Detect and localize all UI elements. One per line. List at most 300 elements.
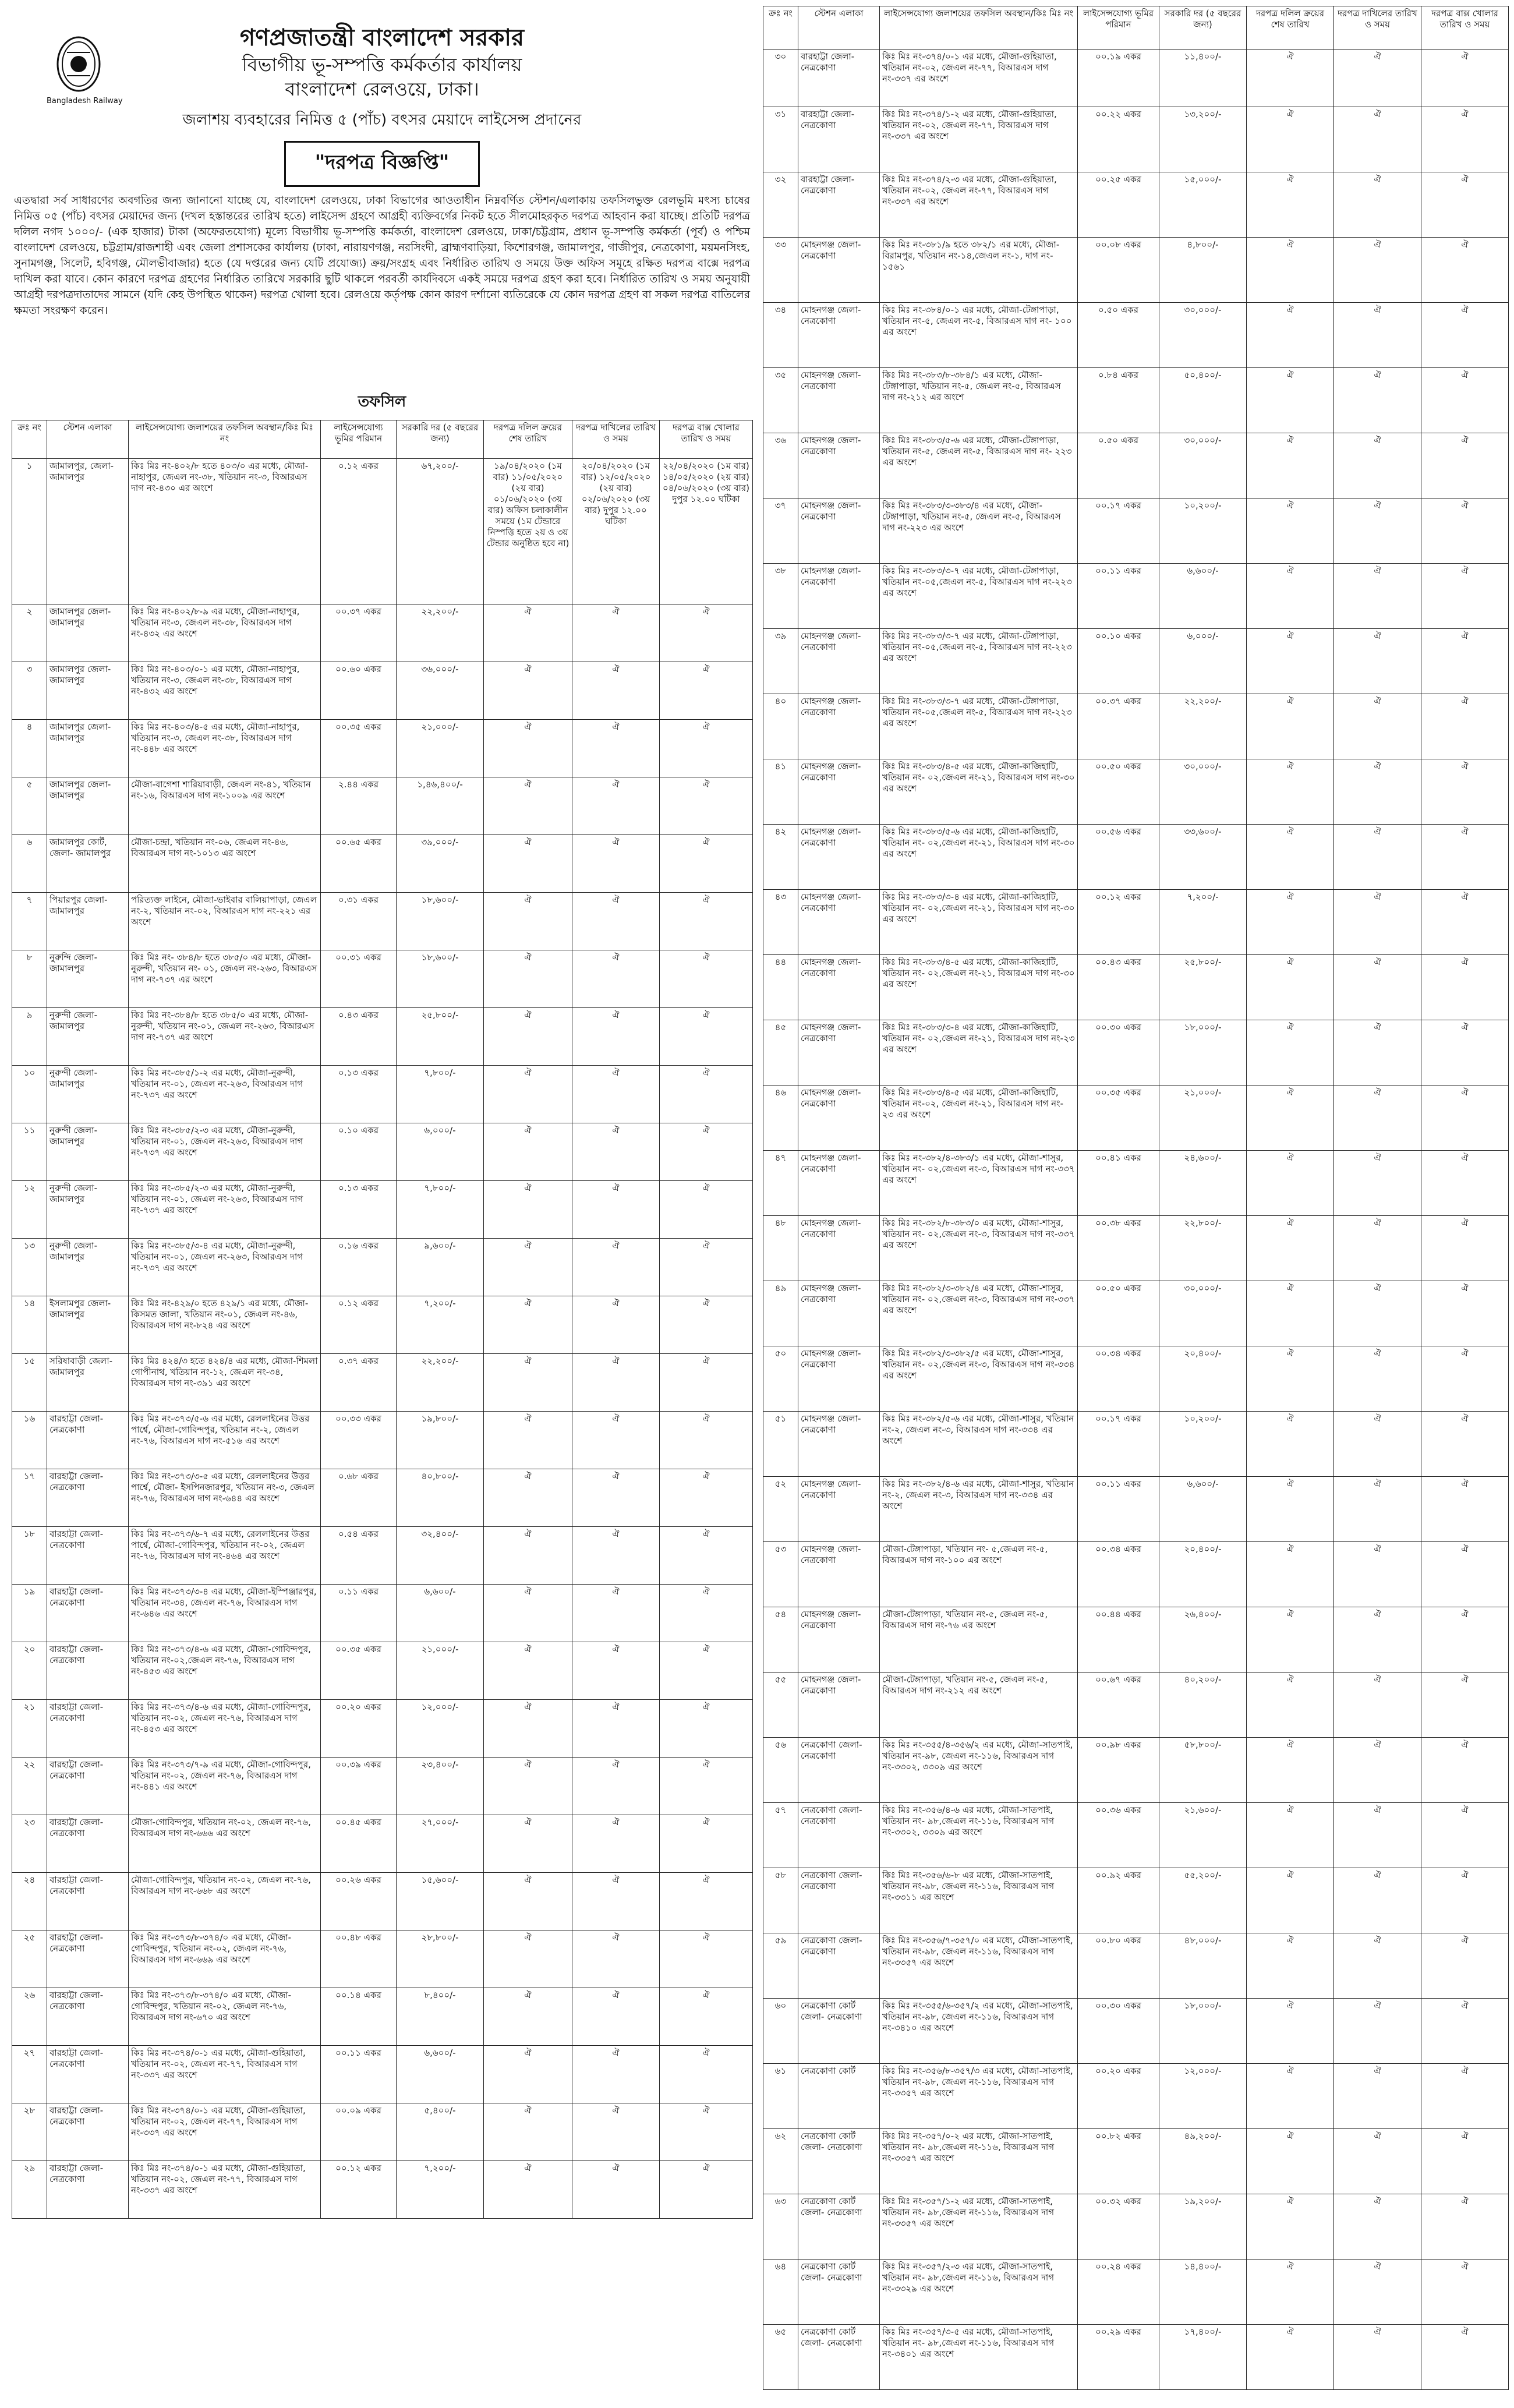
notice-subject: জলাশয় ব্যবহারের নিমিত্ত ৫ (পাঁচ) বৎসর মেয়াদে লাইসেন্স প্রদানের: [182, 111, 582, 129]
row-open-date: ঐ: [660, 1354, 753, 1412]
row-area: ০.১২ একর: [321, 459, 397, 604]
row-serial: ৫: [12, 777, 47, 835]
row-description: কিঃ মিঃ নং-৩৮৩/৩-৪ এর মধ্যে, মৌজা-কাজিহাটি, খতিয়ান নং- ০২,জেএল নং-২১, বিআরএস দাগ নং-২৩ এর অংশে: [880, 1020, 1078, 1085]
row-station: মোহনগঞ্জ জেলা- নেত্রকোণা: [798, 238, 880, 303]
row-description: কিঃ মিঃ নং-৩৫৭/৩-৫ এর মধ্যে, মৌজা-সাতপাই, খতিয়ান নং- ৯৮,জেএল নং-১১৬, বিআরএস দাগ নং-৩৪০১ এর অংশে: [880, 2325, 1078, 2390]
row-description: কিঃ মিঃ নং-৩৭৪/০-১ এর মধ্যে, মৌজা-গুহিয়াতা, খতিয়ান নং-০২, জেএল নং-৭৭, বিআরএস দাগ নং-৩৩৭ এর অংশে: [880, 49, 1078, 107]
logo-caption: Bangladesh Railway: [47, 97, 123, 105]
row-serial: ১২: [12, 1181, 47, 1239]
row-submit-date: ঐ: [1334, 1933, 1421, 1999]
table-row: [763, 2260, 1509, 2325]
table-row: [763, 498, 1509, 564]
row-area: ০০.৩১ একর: [321, 950, 397, 1008]
table-row: [12, 1988, 753, 2046]
row-submit-date: ঐ: [1334, 825, 1421, 890]
row-serial: ৫৩: [763, 1542, 798, 1607]
row-rate: ১২,০০০/-: [397, 1700, 484, 1758]
row-rate: ১১,৪০০/-: [1159, 49, 1247, 107]
row-station: নেত্রকোণা জেলা- নেত্রকোণা: [798, 1803, 880, 1868]
row-buy-date: ঐ: [1247, 825, 1334, 890]
table-row: [763, 49, 1509, 107]
row-serial: ৫৪: [763, 1607, 798, 1672]
row-serial: ৪৫: [763, 1020, 798, 1085]
row-station: বারহাট্টা জেলা- নেত্রকোণা: [47, 1873, 129, 1930]
row-buy-date: ১৯/০৪/২০২০ (১ম বার) ১১/০৫/২০২০ (২য় বার) ০১/০৬/২০২০ (৩য় বার) অফিস চলাকালীন সময়ে (১ম টেন্ডারে নিস্পত্তি হতে ২য় ও ৩য় টেন্ডার অনুষ্ঠিত হবে না): [484, 459, 572, 604]
table-row: [12, 720, 753, 777]
row-area: ০.৮৪ একর: [1078, 368, 1159, 433]
row-submit-date: ঐ: [572, 1758, 660, 1815]
row-open-date: ঐ: [660, 1412, 753, 1469]
row-description: কিঃ মিঃ নং-৪০৩/৪-৫ এর মধ্যে, মৌজা-নাহাপুর, খতিয়ান নং-৩, জেএল নং-৩৮, বিআরএস দাগ নং-৪৪৮ এর অংশে: [129, 720, 321, 777]
left-column: [12, 6, 752, 2219]
row-serial: ৩৬: [763, 433, 798, 498]
row-station: বারহাট্টা জেলা- নেত্রকোণা: [47, 1642, 129, 1700]
table-row: [763, 1085, 1509, 1151]
row-submit-date: ঐ: [572, 777, 660, 835]
row-description: কিঃ মিঃ নং-৩৭৩/৪-৬ এর মধ্যে, মৌজা-গোবিন্দপুর, খতিয়ান নং-০২, জেএল নং-৭৬, বিআরএস দাগ নং-৪৫৩ এর অংশে: [129, 1700, 321, 1758]
table-row: [763, 1738, 1509, 1803]
row-buy-date: ঐ: [1247, 1542, 1334, 1607]
row-open-date: ঐ: [660, 2046, 753, 2103]
row-buy-date: ঐ: [484, 604, 572, 662]
row-description: কিঃ মিঃ নং-৩৮২/৪-৬ এর মধ্যে, মৌজা-শাসুর, খতিয়ান নং-২, জেএল নং-৩, বিআরএস দাগ নং-৩৩৪ এর অংশে: [880, 1477, 1078, 1542]
row-description: মৌজা-টেঙ্গাপাড়া, খতিয়ান নং-৫, জেএল নং-৫, বিআরএস দাগ নং-২১২ এর অংশে: [880, 1672, 1078, 1738]
col-station: স্টেশন এলাকা: [798, 6, 880, 49]
row-submit-date: ঐ: [572, 950, 660, 1008]
row-serial: ৩৫: [763, 368, 798, 433]
row-station: মোহনগঞ্জ জেলা- নেত্রকোণা: [798, 1346, 880, 1412]
row-open-date: ঐ: [660, 662, 753, 720]
row-serial: ৬০: [763, 1999, 798, 2064]
row-open-date: ঐ: [1421, 2194, 1509, 2260]
row-station: নেত্রকোণা জেলা- নেত্রকোণা: [798, 1738, 880, 1803]
row-station: জামালপুর জেলা- জামালপুর: [47, 720, 129, 777]
row-open-date: ঐ: [1421, 1868, 1509, 1933]
row-serial: ৬২: [763, 2129, 798, 2194]
row-area: ০০.৫০ একর: [1078, 1281, 1159, 1346]
row-serial: ৫০: [763, 1346, 798, 1412]
row-submit-date: ঐ: [1334, 1999, 1421, 2064]
row-rate: ১,৪৬,৪০০/-: [397, 777, 484, 835]
row-rate: ৫৫,২০০/-: [1159, 1868, 1247, 1933]
row-submit-date: ঐ: [572, 1469, 660, 1527]
row-open-date: ঐ: [1421, 368, 1509, 433]
table-row: [763, 1020, 1509, 1085]
row-description: কিঃ মিঃ নং-৩৮৩/৪-৫ এর মধ্যে, মৌজা-কাজিহাটি, খতিয়ান নং-০২, জেএল নং-২১, বিআরএস দাগ নং- ২৩ এর অংশে: [880, 1085, 1078, 1151]
row-station: মোহনগঞ্জ জেলা- নেত্রকোণা: [798, 1151, 880, 1216]
row-area: ০.১৩ একর: [321, 1181, 397, 1239]
row-open-date: ঐ: [1421, 1412, 1509, 1477]
row-description: কিঃ মিঃ নং-৩৭৩/৩-৪ এর মধ্যে, মৌজা-ইস্পিঞ্জারপুর, খতিয়ান নং-৩৪, জেএল নং-৭৬, বিআরএস দাগ নং-৬৪৬ এর অংশে: [129, 1585, 321, 1642]
row-serial: ৪১: [763, 759, 798, 825]
row-area: ০.১৬ একর: [321, 1239, 397, 1296]
row-area: ০০.৩৭ একর: [1078, 694, 1159, 759]
row-area: ০০.৩০ একর: [1078, 1020, 1159, 1085]
row-buy-date: ঐ: [484, 1642, 572, 1700]
row-open-date: ঐ: [1421, 1085, 1509, 1151]
row-description: কিঃ মিঃ নং-৩৮৩/৩-৭ এর মধ্যে, মৌজা-টেঙ্গাপাড়া, খতিয়ান নং-০৫,জেএল নং-৫, বিআরএস দাগ নং-২২৩ এর অংশে: [880, 694, 1078, 759]
row-submit-date: ঐ: [1334, 564, 1421, 629]
row-description: কিঃ মিঃ নং-৩৮২/৪-৩৮৩/১ এর মধ্যে, মৌজা-শাসুর, খতিয়ান নং- ০২,জেএল নং-৩, বিআরএস দাগ নং-৩৩৭ এর অংশে: [880, 1151, 1078, 1216]
row-buy-date: ঐ: [484, 1181, 572, 1239]
row-open-date: ঐ: [1421, 172, 1509, 238]
row-submit-date: ঐ: [1334, 1542, 1421, 1607]
row-station: নেত্রকোণা কোর্ট জেলা- নেত্রকোণা: [798, 2194, 880, 2260]
row-serial: ৯: [12, 1008, 47, 1066]
row-serial: ৪২: [763, 825, 798, 890]
row-rate: ১৫,৬০০/-: [397, 1873, 484, 1930]
row-description: কিঃ মিঃ নং-৩৮২/৩-৩৮২/৫ এর মধ্যে, মৌজা-শাসুর, খতিয়ান নং- ০২,জেএল নং-৩, বিআরএস দাগ নং-৩৩৪ এর অংশে: [880, 1346, 1078, 1412]
row-station: মোহনগঞ্জ জেলা- নেত্রকোণা: [798, 498, 880, 564]
row-open-date: ঐ: [1421, 49, 1509, 107]
row-submit-date: ঐ: [572, 662, 660, 720]
row-station: মোহনগঞ্জ জেলা- নেত্রকোণা: [798, 1607, 880, 1672]
notice-title-box: [12, 141, 752, 187]
row-description: কিঃ মিঃ নং-৩৭৪/২-৩ এর মধ্যে, মৌজা-গুহিয়াতা, খতিয়ান নং-০২, জেএল নং-৭৭, বিআরএস দাগ নং-৩৩৭ এর অংশে: [880, 172, 1078, 238]
row-area: ০০.৯৮ একর: [1078, 1738, 1159, 1803]
row-open-date: ঐ: [1421, 1216, 1509, 1281]
row-rate: ৩৬,০০০/-: [397, 662, 484, 720]
row-serial: ২৮: [12, 2103, 47, 2161]
row-station: মোহনগঞ্জ জেলা- নেত্রকোণা: [798, 1216, 880, 1281]
row-submit-date: ঐ: [572, 1296, 660, 1354]
row-area: ০.৩৭ একর: [321, 1354, 397, 1412]
row-rate: ৮,৪০০/-: [397, 1988, 484, 2046]
row-rate: ৩০,০০০/-: [1159, 433, 1247, 498]
row-description: কিঃ মিঃ নং-৩৮২/৫-৬ এর মধ্যে, মৌজা-শাসুর, খতিয়ান নং-২, জেএল নং-৩, বিআরএস দাগ নং-৩৩৪ এর অংশে: [880, 1412, 1078, 1477]
row-open-date: ঐ: [1421, 1020, 1509, 1085]
col-rate: সরকারি দর (৫ বছরের জন্য): [1159, 6, 1247, 49]
row-serial: ৪৯: [763, 1281, 798, 1346]
row-rate: ৬,০০০/-: [397, 1123, 484, 1181]
row-area: ০০.৩৪ একর: [1078, 1542, 1159, 1607]
row-rate: ১৮,০০০/-: [1159, 1999, 1247, 2064]
col-submit-date: দরপত্র দাখিলের তারিখ ও সময়: [1334, 6, 1421, 49]
table-row: [763, 955, 1509, 1020]
row-serial: ৬: [12, 835, 47, 893]
row-open-date: ঐ: [660, 2161, 753, 2219]
row-buy-date: ঐ: [484, 1469, 572, 1527]
row-open-date: ঐ: [660, 2103, 753, 2161]
row-rate: ১৮,০০০/-: [1159, 1020, 1247, 1085]
row-area: ০০.৪১ একর: [1078, 1151, 1159, 1216]
row-buy-date: ঐ: [484, 835, 572, 893]
row-area: ০০.৯২ একর: [1078, 1868, 1159, 1933]
row-submit-date: ঐ: [1334, 498, 1421, 564]
row-serial: ৩৩: [763, 238, 798, 303]
row-buy-date: ঐ: [1247, 629, 1334, 694]
row-rate: ২৫,৮০০/-: [397, 1008, 484, 1066]
row-serial: ৩৪: [763, 303, 798, 368]
table-row: [12, 604, 753, 662]
row-area: ০০.৩৯ একর: [321, 1758, 397, 1815]
table-row: [763, 759, 1509, 825]
table-row: [12, 777, 753, 835]
table-row: [763, 433, 1509, 498]
row-buy-date: ঐ: [1247, 1020, 1334, 1085]
row-description: কিঃ মিঃ নং-৩৮৩/৮-৩৮৪/১ এর মধ্যে, মৌজা-টেঙ্গাপাড়া, খতিয়ান নং-৫, জেএল নং-৫, বিআরএস দাগ নং-২১২ এর অংশে: [880, 368, 1078, 433]
row-station: মোহনগঞ্জ জেলা- নেত্রকোণা: [798, 1085, 880, 1151]
row-rate: ২১,৬০০/-: [1159, 1803, 1247, 1868]
row-rate: ১৫,০০০/-: [1159, 172, 1247, 238]
row-description: কিঃ মিঃ নং-৩৫৬/৬-৮ এর মধ্যে, মৌজা-সাতপাই, খতিয়ান নং-৯৮, জেএল নং-১১৬, বিআরএস দাগ নং-৩৩১১ এর অংশে: [880, 1868, 1078, 1933]
row-open-date: ঐ: [660, 835, 753, 893]
row-description: মৌজা-গোবিন্দপুর, খতিয়ান নং-০২, জেএল নং-৭৬, বিআরএস দাগ নং-৬৬৮ এর অংশে: [129, 1873, 321, 1930]
row-buy-date: ঐ: [1247, 564, 1334, 629]
row-area: ০.১২ একর: [321, 1296, 397, 1354]
row-area: ০.৩১ একর: [321, 893, 397, 950]
row-rate: ৫৮,৮০০/-: [1159, 1738, 1247, 1803]
row-area: ০০.২০ একর: [321, 1700, 397, 1758]
col-open-date: দরপত্র বাক্স খোলার তারিখ ও সময়: [1421, 6, 1509, 49]
row-description: কিঃ মিঃ নং-৩৮২/৮-৩৮৩/০ এর মধ্যে, মৌজা-শাসুর, খতিয়ান নং- ০২,জেএল নং-৩, বিআরএস দাগ নং-৩৩৭ এর অংশে: [880, 1216, 1078, 1281]
row-area: ০০.৪৮ একর: [321, 1930, 397, 1988]
row-buy-date: ঐ: [484, 1008, 572, 1066]
row-open-date: ঐ: [1421, 564, 1509, 629]
row-submit-date: ঐ: [572, 1527, 660, 1585]
row-description: কিঃ মিঃ নং-৪০২/৮-৯ এর মধ্যে, মৌজা-নাহাপুর, খতিয়ান নং-৩, জেএল নং-৩৮, বিআরএস দাগ নং-৪৩২ এর অংশে: [129, 604, 321, 662]
table-row: [763, 629, 1509, 694]
row-station: বারহাট্টা জেলা- নেত্রকোণা: [47, 1412, 129, 1469]
row-description: কিঃ মিঃ নং-৩৭৩/৩-৫ এর মধ্যে, রেললাইনের উত্তর পার্শ্বে, মৌজা- ইসপিনজারপুর, খতিয়ান নং-৩, জেএল নং-৭৬, বিআরএস দাগ নং-৬৪৪ এর অংশে: [129, 1469, 321, 1527]
row-submit-date: ঐ: [572, 1066, 660, 1123]
row-rate: ৭,২০০/-: [1159, 890, 1247, 955]
notice-header: [12, 6, 752, 132]
row-submit-date: ঐ: [1334, 1346, 1421, 1412]
row-submit-date: ঐ: [1334, 890, 1421, 955]
row-open-date: ঐ: [660, 604, 753, 662]
table-row: [12, 1354, 753, 1412]
row-buy-date: ঐ: [484, 893, 572, 950]
row-area: ০.১৩ একর: [321, 1066, 397, 1123]
table-row: [763, 825, 1509, 890]
row-serial: ৫৬: [763, 1738, 798, 1803]
row-serial: ২৭: [12, 2046, 47, 2103]
row-rate: ৬,৬০০/-: [1159, 1477, 1247, 1542]
row-area: ০০.৩০ একর: [1078, 1999, 1159, 2064]
row-rate: ১২,০০০/-: [1159, 2064, 1247, 2129]
row-submit-date: ঐ: [1334, 759, 1421, 825]
row-submit-date: ঐ: [1334, 629, 1421, 694]
row-serial: ৬৩: [763, 2194, 798, 2260]
row-station: বারহাট্টা জেলা- নেত্রকোণা: [47, 2103, 129, 2161]
row-serial: ১৮: [12, 1527, 47, 1585]
row-serial: ৩৯: [763, 629, 798, 694]
row-submit-date: ঐ: [1334, 1281, 1421, 1346]
row-station: নেত্রকোণা কোর্ট: [798, 2064, 880, 2129]
left-table-body: [12, 459, 753, 2219]
row-description: কিঃ মিঃ নং-৩৮১/৯ হতে ৩৮২/১ এর মধ্যে, মৌজা-বিরামপুর, খতিয়ান নং-১৪,জেএল নং-১, দাগ নং- ১৫৬১: [880, 238, 1078, 303]
row-description: কিঃ মিঃ নং-৩৭৪/১-২ এর মধ্যে, মৌজা-গুহিয়াতা, খতিয়ান নং-০২, জেএল নং-৭৭, বিআরএস দাগ নং-৩৩৭ এর অংশে: [880, 107, 1078, 172]
row-area: ০.১০ একর: [321, 1123, 397, 1181]
row-area: ০.৫৪ একর: [321, 1527, 397, 1585]
row-buy-date: ঐ: [484, 1815, 572, 1873]
table-row: [12, 1758, 753, 1815]
row-rate: ১০,২০০/-: [1159, 1412, 1247, 1477]
right-table-body: [763, 49, 1509, 2390]
row-serial: ৪৩: [763, 890, 798, 955]
col-description: লাইসেন্সযোগ্য জলাশয়ের তফসিল অবস্থান/কিঃ মিঃ নং: [880, 6, 1078, 49]
table-row: [12, 2046, 753, 2103]
row-description: কিঃ মিঃ নং-৩৭৩/৮-৩৭৪/০ এর মধ্যে, মৌজা-গোবিন্দপুর, খতিয়ান নং-০২, জেএল নং-৭৬, বিআরএস দাগ নং-৬৬৯ এর অংশে: [129, 1930, 321, 1988]
row-serial: ৮: [12, 950, 47, 1008]
row-station: পিয়ারপুর জেলা- জামালপুর: [47, 893, 129, 950]
row-open-date: ঐ: [1421, 303, 1509, 368]
row-station: মোহনগঞ্জ জেলা- নেত্রকোণা: [798, 1477, 880, 1542]
row-rate: ৪৮,০০০/-: [1159, 1933, 1247, 1999]
row-station: বারহাট্টা জেলা- নেত্রকোণা: [47, 2046, 129, 2103]
row-open-date: ঐ: [660, 1585, 753, 1642]
row-station: বারহাট্টা জেলা- নেত্রকোণা: [47, 2161, 129, 2219]
row-rate: ১৯,৮০০/-: [397, 1412, 484, 1469]
row-description: কিঃ মিঃ নং-৩৭৪/০-১ এর মধ্যে, মৌজা-গুহিয়াতা, খতিয়ান নং-০২, জেএল নং-৭৭, বিআরএস দাগ নং-৩৩৭ এর অংশে: [129, 2161, 321, 2219]
row-submit-date: ঐ: [1334, 1085, 1421, 1151]
row-serial: ৭: [12, 893, 47, 950]
row-submit-date: ঐ: [1334, 2325, 1421, 2390]
row-area: ০০.০৯ একর: [321, 2103, 397, 2161]
table-row: [12, 2161, 753, 2219]
row-rate: ২২,২০০/-: [397, 604, 484, 662]
row-submit-date: ঐ: [1334, 694, 1421, 759]
row-rate: ৫০,৪০০/-: [1159, 368, 1247, 433]
row-station: জামালপুর জেলা- জামালপুর: [47, 604, 129, 662]
row-open-date: ঐ: [1421, 1281, 1509, 1346]
row-station: মোহনগঞ্জ জেলা- নেত্রকোণা: [798, 303, 880, 368]
row-submit-date: ঐ: [572, 2161, 660, 2219]
row-buy-date: ঐ: [1247, 433, 1334, 498]
table-row: [763, 1803, 1509, 1868]
table-row: [12, 1469, 753, 1527]
row-submit-date: ঐ: [572, 604, 660, 662]
row-station: নেত্রকোণা কোর্ট জেলা- নেত্রকোণা: [798, 1999, 880, 2064]
row-submit-date: ঐ: [1334, 1412, 1421, 1477]
row-description: মৌজা-টেঙ্গাপাড়া, খতিয়ান নং-৫, জেএল নং-৫, বিআরএস দাগ নং-৭৬ এর অংশে: [880, 1607, 1078, 1672]
row-submit-date: ঐ: [1334, 368, 1421, 433]
row-serial: ৪০: [763, 694, 798, 759]
row-area: ০০.৩৫ একর: [321, 1642, 397, 1700]
row-area: ০০.৩২ একর: [1078, 2194, 1159, 2260]
row-submit-date: ঐ: [1334, 1151, 1421, 1216]
table-row: [12, 1700, 753, 1758]
row-buy-date: ঐ: [484, 1930, 572, 1988]
row-serial: ৩২: [763, 172, 798, 238]
row-description: কিঃ মিঃ নং-৩৮৪/৮ হতে ৩৮৫/০ এর মধ্যে, মৌজা-নুরুন্দী, খতিয়ান নং-০১, জেএল নং-২৬৩, বিআরএস দাগ নং-৭৩৭ এর অংশে: [129, 1008, 321, 1066]
row-open-date: ঐ: [660, 1296, 753, 1354]
row-serial: ১৭: [12, 1469, 47, 1527]
table-row: [12, 1527, 753, 1585]
row-station: জামালপুর কোর্ট, জেলা- জামালপুর: [47, 835, 129, 893]
row-area: ২.৪৪ একর: [321, 777, 397, 835]
row-area: ০০.৬৫ একর: [321, 835, 397, 893]
schedule-table-right: [763, 6, 1509, 2390]
row-serial: ৪: [12, 720, 47, 777]
row-serial: ১৬: [12, 1412, 47, 1469]
row-serial: ১১: [12, 1123, 47, 1181]
row-buy-date: ঐ: [1247, 303, 1334, 368]
row-station: জামালপুর, জেলা- জামালপুর: [47, 459, 129, 604]
row-rate: ৬,৬০০/-: [397, 2046, 484, 2103]
row-open-date: ঐ: [1421, 1542, 1509, 1607]
row-open-date: ২২/০৪/২০২০ (১ম বার) ১৪/০৫/২০২০ (২য় বার) ০৪/০৬/২০২০ (৩য় বার) দুপুর ১২.০০ ঘটিকা: [660, 459, 753, 604]
row-description: কিঃ মিঃ নং-৩৫৬/৮-৩৫৭/৩ এর মধ্যে, মৌজা-সাতপাই, খতিয়ান নং-৯৮, জেএল নং-১১৬, বিআরএস দাগ নং-৩৩৫৭ এর অংশে: [880, 2064, 1078, 2129]
row-buy-date: ঐ: [484, 1873, 572, 1930]
row-area: ০০.৪৪ একর: [1078, 1607, 1159, 1672]
row-area: ০০.২৫ একর: [1078, 172, 1159, 238]
row-description: কিঃ মিঃ নং-৩৭৩/৭-৯ এর মধ্যে, মৌজা-গোবিন্দপুর, খতিয়ান নং-০২, জেএল নং-৭৬, বিআরএস দাগ নং-৪৪১ এর অংশে: [129, 1758, 321, 1815]
row-submit-date: ঐ: [572, 1181, 660, 1239]
row-area: ০০.১৭ একর: [1078, 1412, 1159, 1477]
row-rate: ২৫,৮০০/-: [1159, 955, 1247, 1020]
table-row: [12, 1008, 753, 1066]
row-description: কিঃ মিঃ নং-৩৫৬/৭-৩৫৭/০ এর মধ্যে, মৌজা-সাতপাই, খতিয়ান নং-৯৮, জেএল নং-১১৬, বিআরএস দাগ নং-৩৩৫৭ এর অংশে: [880, 1933, 1078, 1999]
row-submit-date: ঐ: [1334, 303, 1421, 368]
row-buy-date: ঐ: [1247, 1216, 1334, 1281]
row-submit-date: ঐ: [572, 1873, 660, 1930]
row-rate: ৬৭,২০০/-: [397, 459, 484, 604]
row-open-date: ঐ: [660, 1642, 753, 1700]
row-station: নেত্রকোণা কোর্ট জেলা- নেত্রকোণা: [798, 2260, 880, 2325]
table-row: [763, 303, 1509, 368]
row-area: ০০.২৯ একর: [1078, 2325, 1159, 2390]
table-row: [12, 1123, 753, 1181]
row-serial: ৪৭: [763, 1151, 798, 1216]
table-row: [763, 368, 1509, 433]
row-serial: ৬৫: [763, 2325, 798, 2390]
row-buy-date: ঐ: [484, 1758, 572, 1815]
row-rate: ২১,০০০/-: [397, 1642, 484, 1700]
row-station: নুরুন্দী জেলা- জামালপুর: [47, 1008, 129, 1066]
row-buy-date: ঐ: [1247, 2260, 1334, 2325]
row-open-date: ঐ: [660, 720, 753, 777]
row-serial: ১৪: [12, 1296, 47, 1354]
col-open-date: দরপত্র বাক্স খোলার তারিখ ও সময়: [660, 420, 753, 459]
table-row: [12, 1181, 753, 1239]
intro-paragraph: এতদ্বারা সর্ব সাধারণের অবগতির জন্য জানানো যাচ্ছে যে, বাংলাদেশ রেলওয়ে, ঢাকা বিভাগের আওতাধীন নিম্নবর্ণিত স্টেশন/এলাকায় তফসিলভুক্ত রেলভূমি মৎস্য চাষের নিমিত্ত ০৫ (পাঁচ) বৎসর মেয়াদের জন্য (দখল হস্তান্তরের তারিখ হতে) লাইসেন্স গ্রহণে আগ্রহী ব্যক্তিবর্গের নিকট হতে সীলমোহরকৃত দরপত্র আহবান করা যাচ্ছে। প্রতিটি দরপত্র দলিল নগদ ১০০০/- (এক হাজার) টাকা (অফেরতযোগ্য) মূল্যে বিভাগীয় ভূ-সম্পত্তি কর্মকর্তা, বাংলাদেশ রেলওয়ে, ঢাকা/চট্টগ্রাম, প্রধান ভূ-সম্পত্তি কর্মকর্তা (পূর্ব) ও পশ্চিম বাংলাদেশ রেলওয়ে, চট্টগ্রাম/রাজশাহী এবং জেলা প্রশাসকের কার্যালয় (ঢাকা, নারায়ণগঞ্জ, নরসিংদী, ব্রাহ্মণবাড়িয়া, কিশোরগঞ্জ, জামালপুর, গাজীপুর, নেত্রকোণা, ময়মনসিংহ, সুনামগঞ্জ, সিলেট, হবিগঞ্জ, মৌলভীবাজার) হতে (যে দপ্তরের জন্য যেটি প্রযোজ্য) ক্রয়/সংগ্রহ এবং নির্ধারিত তারিখ ও সময়ে উক্ত অফিস সমূহে রক্ষিত দরপত্র বাক্সে দরপত্র দাখিল করা যাবে। কোন কারণে দরপত্র গ্রহণের নির্ধারিত তারিখে সরকারি ছুটি থাকলে পরবর্তী কার্যদিবসে একই সময়ে দরপত্র গ্রহণ করা হবে। নির্ধারিত তারিখ ও সময় অনুযায়ী আগ্রহী দরপত্রদাতাদের সামনে (যদি কেহ উপস্থিত থাকেন) দরপত্র খোলা হবে। রেলওয়ে কর্তৃপক্ষ কোন কারণ দর্শানো ব্যতিরেকে যে কোন দরপত্র গ্রহণ বা সকল দরপত্র বাতিলের ক্ষমতা সংরক্ষণ করেন।: [14, 195, 750, 317]
row-station: বারহাট্টা জেলা- নেত্রকোণা: [47, 1585, 129, 1642]
table-row: [763, 890, 1509, 955]
row-area: ০.৫০ একর: [1078, 303, 1159, 368]
row-open-date: ঐ: [660, 1873, 753, 1930]
row-rate: ৭,২০০/-: [397, 1296, 484, 1354]
row-area: ০.৬৮ একর: [321, 1469, 397, 1527]
row-rate: ৫,৪০০/-: [397, 2103, 484, 2161]
table-row: [763, 694, 1509, 759]
row-open-date: ঐ: [660, 1988, 753, 2046]
row-area: ০০.২২ একর: [1078, 107, 1159, 172]
col-serial: ক্রঃ নং: [12, 420, 47, 459]
row-open-date: ঐ: [1421, 2260, 1509, 2325]
row-buy-date: ঐ: [1247, 890, 1334, 955]
row-open-date: ঐ: [1421, 955, 1509, 1020]
row-buy-date: ঐ: [1247, 49, 1334, 107]
row-buy-date: ঐ: [484, 2103, 572, 2161]
row-submit-date: ঐ: [1334, 172, 1421, 238]
row-buy-date: ঐ: [1247, 1085, 1334, 1151]
row-area: ০০.২৪ একর: [1078, 2260, 1159, 2325]
schedule-heading: তফসিল: [358, 393, 406, 411]
row-buy-date: ঐ: [1247, 1477, 1334, 1542]
row-station: ইসলামপুর জেলা- জামালপুর: [47, 1296, 129, 1354]
row-submit-date: ঐ: [572, 2103, 660, 2161]
row-buy-date: ঐ: [1247, 2194, 1334, 2260]
row-rate: ২২,২০০/-: [397, 1354, 484, 1412]
row-buy-date: ঐ: [1247, 694, 1334, 759]
row-station: মোহনগঞ্জ জেলা- নেত্রকোণা: [798, 1020, 880, 1085]
row-area: ০০.২০ একর: [1078, 2064, 1159, 2129]
row-station: মোহনগঞ্জ জেলা- নেত্রকোণা: [798, 759, 880, 825]
row-area: ০.৪৩ একর: [321, 1008, 397, 1066]
row-submit-date: ঐ: [572, 1239, 660, 1296]
